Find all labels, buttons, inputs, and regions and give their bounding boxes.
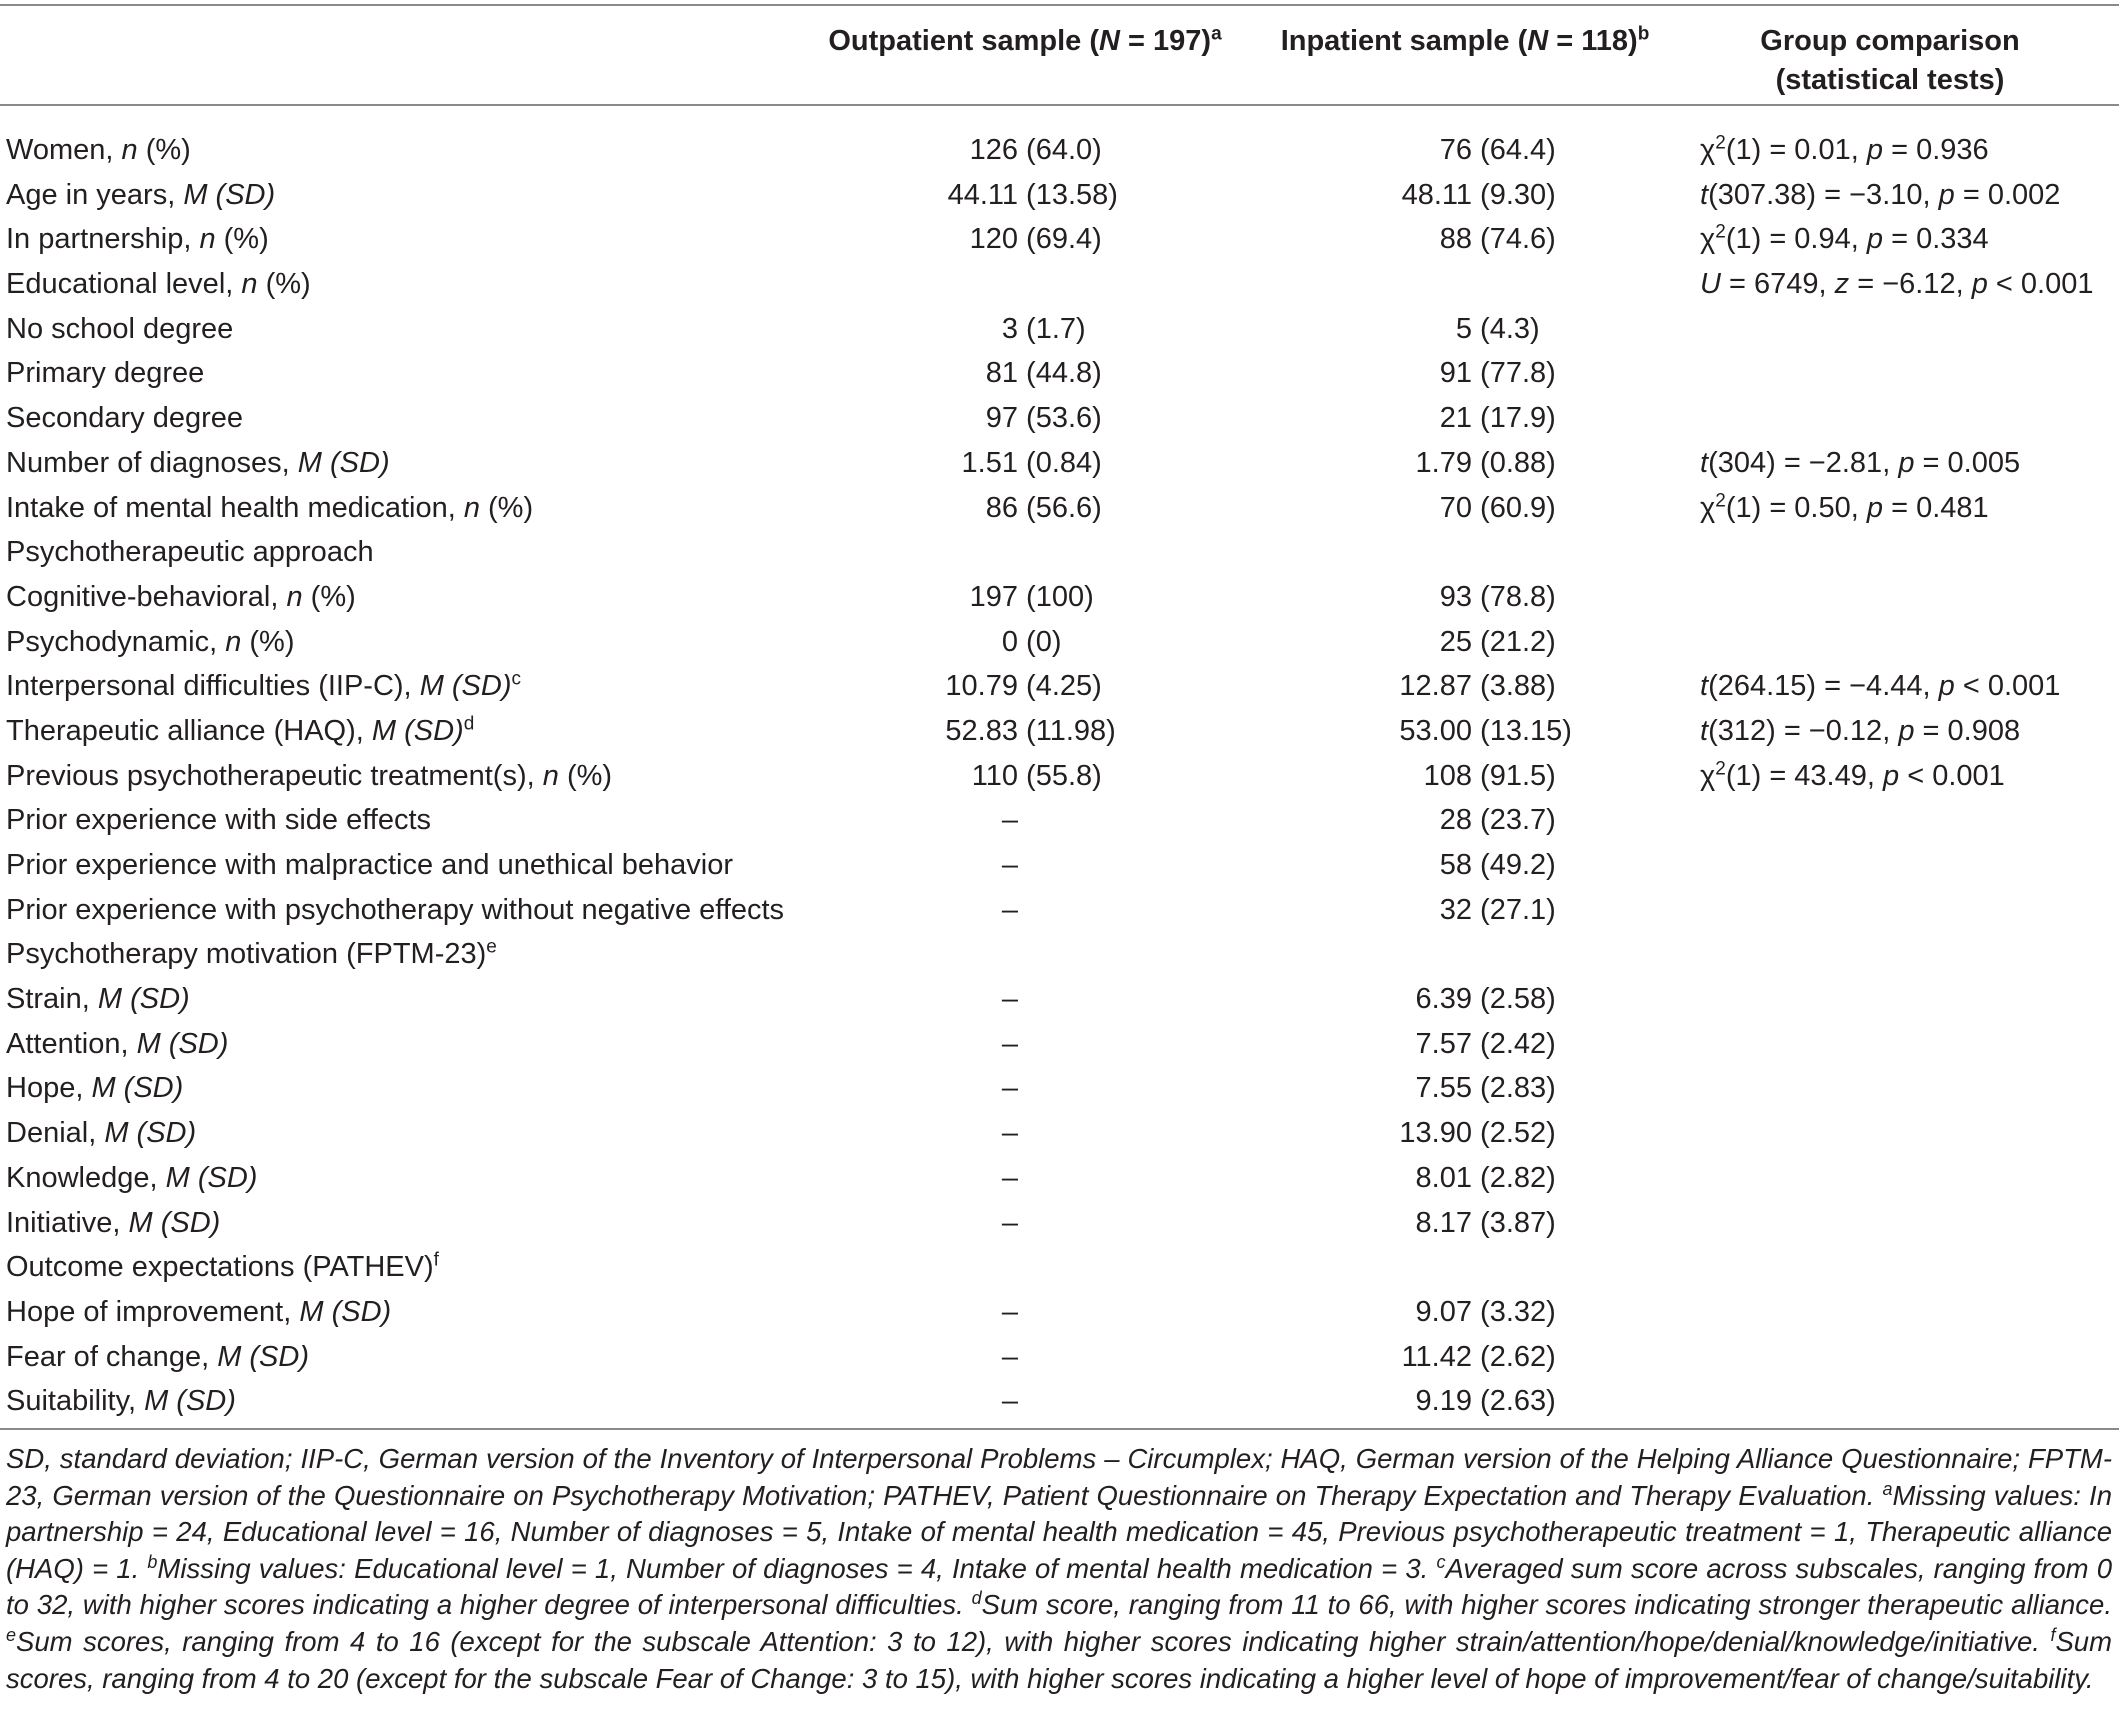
row-label-text: In partnership,	[6, 223, 200, 256]
table-row	[0, 1379, 2119, 1424]
row-label-italic: M (SD)	[419, 670, 512, 703]
table-row	[0, 351, 2119, 396]
inpatient-value	[1423, 754, 1556, 798]
inpatient-value-main: 70	[1439, 491, 1472, 524]
inpatient-value-main: 7.55	[1415, 1072, 1472, 1105]
header-comparison	[1690, 22, 2090, 100]
outpatient-value-paren: (13.58)	[1018, 178, 1118, 211]
inpatient-value-main: 21	[1439, 402, 1472, 435]
outpatient-value-main: 44.11	[947, 178, 1018, 211]
outpatient-value	[969, 217, 1102, 261]
outpatient-value-paren: (11.98)	[1018, 714, 1116, 747]
outpatient-value-main: 81	[985, 357, 1018, 390]
inpatient-value-paren: (2.62)	[1472, 1340, 1556, 1373]
outpatient-value-main: –	[1001, 893, 1018, 926]
row-label-text: Knowledge,	[6, 1161, 166, 1194]
inpatient-value-main: 32	[1439, 893, 1472, 926]
outpatient-value	[985, 486, 1102, 530]
inpatient-value-main: 53.00	[1399, 714, 1472, 747]
row-label	[6, 754, 612, 798]
row-label	[6, 709, 474, 753]
table-row	[0, 262, 2119, 307]
footnote-abbrev: SD, standard deviation; IIP-C, German version of the Inventory of Interpersonal Problems – Circumplex; HAQ, German version of the Helping Alliance Questionnaire; FPTM-23, German version of the Questionnaire on Psychotherapy Motivation; PATHEV, Patient Questionnaire on Therapy Expectation and Therapy Evaluation.	[6, 1443, 2112, 1511]
outpatient-value-main: –	[1001, 1385, 1018, 1418]
header-rule	[0, 104, 2119, 106]
table-row	[0, 888, 2119, 933]
outpatient-value-paren: (53.6)	[1018, 402, 1102, 435]
row-label-text: Prior experience with side effects	[6, 804, 432, 837]
outpatient-value-paren: (55.8)	[1018, 759, 1102, 792]
row-label-sup: c	[511, 668, 522, 690]
inpatient-value-main: 88	[1439, 223, 1472, 256]
row-label-text: Hope,	[6, 1072, 92, 1105]
row-label	[6, 262, 311, 306]
table-row	[0, 1156, 2119, 1201]
table-row	[0, 128, 2119, 173]
outpatient-value	[947, 173, 1118, 217]
row-label-italic: n	[121, 134, 138, 166]
row-label	[6, 575, 356, 619]
row-label	[6, 1022, 228, 1066]
inpatient-value	[1415, 1022, 1556, 1066]
outpatient-value	[971, 754, 1102, 798]
inpatient-value-main: 91	[1439, 357, 1472, 390]
row-label-text: Prior experience with malpractice and unethical behavior	[6, 849, 733, 881]
inpatient-value-main: 25	[1439, 625, 1472, 658]
inpatient-value-main: 1.79	[1415, 446, 1472, 479]
outpatient-value-paren: (44.8)	[1018, 357, 1102, 390]
row-label	[6, 217, 269, 261]
outpatient-value-main: –	[1001, 1295, 1018, 1328]
inpatient-value-main: 76	[1439, 134, 1472, 166]
header-inpatient-sup: b	[1637, 23, 1650, 45]
table-row	[0, 932, 2119, 977]
inpatient-value-main: 8.17	[1415, 1206, 1472, 1239]
header-comparison-line2: (statistical tests)	[1775, 64, 2005, 96]
row-label-italic: M (SD)	[136, 1027, 229, 1060]
inpatient-value-paren: (2.42)	[1472, 1027, 1556, 1060]
row-label-rest: (%)	[215, 223, 269, 256]
row-label-rest: (%)	[558, 759, 613, 792]
inpatient-value-paren: (9.30)	[1472, 178, 1556, 211]
outpatient-value-main: –	[1001, 1340, 1018, 1373]
inpatient-value	[1439, 620, 1556, 664]
row-label-sup: f	[433, 1249, 439, 1271]
header-outpatient-text: Outpatient sample (N = 197)	[828, 25, 1212, 57]
outpatient-value-paren: (1.7)	[1018, 312, 1086, 345]
row-label	[6, 664, 521, 708]
row-label-italic: M (SD)	[165, 1161, 258, 1194]
footnote-c: Averaged sum score across subscales, ranging from 0 to 32, with higher scores indicating a higher degree of interpersonal difficulties.	[6, 1552, 2112, 1621]
row-label-italic: M (SD)	[371, 714, 464, 747]
inpatient-value-main: 11.42	[1401, 1340, 1472, 1373]
row-label-text: Therapeutic alliance (HAQ),	[6, 714, 372, 747]
row-label-text: Women,	[6, 134, 122, 166]
row-label-italic: n	[542, 759, 559, 792]
row-label	[6, 396, 243, 440]
table-row	[0, 664, 2119, 709]
inpatient-value	[1415, 441, 1556, 485]
inpatient-value-paren: (49.2)	[1472, 849, 1556, 881]
table-row	[0, 1022, 2119, 1067]
footnote-a-sup: a	[1882, 1478, 1893, 1499]
inpatient-value-main: 9.19	[1415, 1385, 1472, 1418]
inpatient-value-paren: (13.15)	[1472, 714, 1572, 747]
row-label	[6, 173, 275, 217]
outpatient-value-main: 110	[971, 759, 1018, 792]
row-label-text: Psychotherapeutic approach	[6, 536, 374, 569]
outpatient-value-paren: (4.25)	[1018, 670, 1102, 703]
row-label-italic: M (SD)	[183, 178, 276, 211]
inpatient-value-main: 108	[1423, 759, 1472, 792]
inpatient-value	[1439, 128, 1556, 172]
footnote-c-sup: c	[1436, 1551, 1446, 1572]
table-row	[0, 1066, 2119, 1111]
table-row	[0, 977, 2119, 1022]
inpatient-value-paren: (3.88)	[1472, 670, 1556, 703]
inpatient-value-paren: (91.5)	[1472, 759, 1556, 792]
table-row	[0, 441, 2119, 486]
row-label-text: Interpersonal difficulties (IIP-C),	[6, 670, 420, 703]
inpatient-value	[1415, 1156, 1556, 1200]
table-row	[0, 1201, 2119, 1246]
inpatient-value	[1439, 396, 1556, 440]
row-label	[6, 530, 374, 574]
outpatient-value-main: 86	[985, 491, 1018, 524]
table-row	[0, 173, 2119, 218]
inpatient-value	[1415, 977, 1556, 1021]
row-label-text: Denial,	[6, 1117, 105, 1150]
outpatient-value-main: –	[1001, 804, 1018, 837]
footnote-d: Sum score, ranging from 11 to 66, with higher scores indicating stronger therapeutic alliance.	[981, 1589, 2112, 1621]
row-label	[6, 932, 497, 976]
inpatient-value	[1439, 217, 1556, 261]
inpatient-value-main: 13.90	[1399, 1117, 1472, 1150]
outpatient-value-main: 97	[985, 402, 1018, 435]
table-row	[0, 575, 2119, 620]
inpatient-value	[1415, 1066, 1556, 1110]
inpatient-value	[1415, 1290, 1556, 1334]
footnote-d-sup: d	[971, 1588, 982, 1609]
row-label-italic: M (SD)	[144, 1385, 236, 1418]
row-label	[6, 441, 390, 485]
row-label-text: Suitability,	[6, 1385, 145, 1418]
inpatient-value-main: 28	[1439, 804, 1472, 837]
inpatient-value	[1415, 1379, 1556, 1423]
inpatient-value	[1401, 1335, 1556, 1379]
table-row	[0, 798, 2119, 843]
row-label-rest: (%)	[479, 491, 534, 524]
row-label-italic: M (SD)	[104, 1117, 197, 1150]
inpatient-value-paren: (3.87)	[1472, 1206, 1556, 1239]
inpatient-value	[1399, 664, 1556, 708]
row-label-text: Intake of mental health medication,	[6, 491, 464, 524]
inpatient-value-paren: (2.52)	[1472, 1117, 1556, 1150]
footnote-b-sup: b	[147, 1551, 158, 1572]
table-row	[0, 217, 2119, 262]
table-row	[0, 754, 2119, 799]
outpatient-value	[985, 351, 1102, 395]
header-inpatient	[1265, 22, 1665, 61]
outpatient-value-main: –	[1001, 1027, 1018, 1060]
row-label	[6, 351, 204, 395]
row-label-text: Prior experience with psychotherapy without negative effects	[6, 893, 785, 926]
table-row	[0, 709, 2119, 754]
row-label-sup: e	[486, 936, 497, 958]
footnote-e-sup: e	[6, 1624, 17, 1645]
row-label	[6, 1335, 309, 1379]
row-label	[6, 1290, 391, 1334]
row-label-text: Psychotherapy motivation (FPTM-23)	[6, 938, 487, 971]
inpatient-value	[1401, 173, 1556, 217]
outpatient-value-main: 1.51	[961, 446, 1018, 479]
header-comparison-line1: Group comparison	[1760, 25, 2020, 57]
inpatient-value	[1439, 575, 1556, 619]
outpatient-value	[961, 441, 1102, 485]
outpatient-value-paren: (0)	[1018, 625, 1062, 658]
table-row	[0, 307, 2119, 352]
inpatient-value-paren: (64.4)	[1472, 134, 1556, 166]
inpatient-value-paren: (74.6)	[1472, 223, 1556, 256]
outpatient-value-main: –	[1001, 983, 1018, 1016]
bottom-rule	[0, 1428, 2119, 1430]
row-label-italic: M (SD)	[217, 1340, 310, 1373]
outpatient-value-main: 52.83	[945, 714, 1018, 747]
group-comparison-test: t(304) = −2.81, p = 0.005	[1700, 446, 2021, 479]
inpatient-value-main: 9.07	[1415, 1295, 1472, 1328]
row-label	[6, 620, 295, 664]
row-label-rest: (%)	[257, 268, 311, 301]
outpatient-value	[1001, 307, 1086, 351]
row-label-text: Secondary degree	[6, 402, 243, 435]
row-label	[6, 1156, 257, 1200]
table-footnote	[6, 1441, 2112, 1697]
table-row	[0, 1111, 2119, 1156]
outpatient-value-main: –	[1001, 849, 1018, 881]
table-body	[0, 128, 2119, 1424]
row-label-italic: n	[463, 491, 480, 524]
inpatient-value-paren: (2.82)	[1472, 1161, 1556, 1194]
table-row	[0, 620, 2119, 665]
row-label	[6, 1379, 236, 1423]
row-label-text: Educational level,	[6, 268, 242, 301]
outpatient-value	[969, 128, 1102, 172]
table-row	[0, 1245, 2119, 1290]
outpatient-value-main: –	[1001, 1206, 1018, 1239]
row-label	[6, 977, 190, 1021]
inpatient-value-paren: (78.8)	[1472, 580, 1556, 613]
row-label-italic: M (SD)	[299, 1295, 392, 1328]
outpatient-value-main: 197	[969, 580, 1018, 613]
inpatient-value-main: 7.57	[1415, 1027, 1472, 1060]
row-label-text: Outcome expectations (PATHEV)	[6, 1251, 434, 1284]
row-label-text: Strain,	[6, 983, 98, 1016]
row-label-italic: M (SD)	[297, 446, 390, 479]
inpatient-value	[1415, 1201, 1556, 1245]
table-row	[0, 396, 2119, 441]
row-label-text: Previous psychotherapeutic treatment(s),	[6, 759, 543, 792]
inpatient-value	[1439, 486, 1556, 530]
row-label	[6, 843, 733, 887]
inpatient-value-paren: (23.7)	[1472, 804, 1556, 837]
inpatient-value-paren: (4.3)	[1472, 312, 1540, 345]
outpatient-value-main: 126	[969, 134, 1018, 166]
table-row	[0, 1290, 2119, 1335]
row-label-text: Primary degree	[6, 357, 205, 390]
inpatient-value	[1439, 351, 1556, 395]
header-inpatient-text: Inpatient sample (N = 118)	[1280, 25, 1638, 57]
row-label-text: Cognitive-behavioral,	[6, 580, 287, 613]
row-label-text: Attention,	[6, 1027, 137, 1060]
outpatient-value-main: 3	[1001, 312, 1018, 345]
row-label	[6, 307, 233, 351]
top-rule	[0, 4, 2119, 6]
outpatient-value-paren: (100)	[1018, 580, 1094, 613]
group-comparison-test: $\chi^2(1) = 0.94$, p = 0.334	[1700, 221, 1989, 256]
table-row	[0, 486, 2119, 531]
group-comparison-test: t(312) = −0.12, p = 0.908	[1700, 714, 2021, 747]
inpatient-value	[1455, 307, 1540, 351]
header-outpatient-sup: a	[1211, 23, 1222, 45]
inpatient-value-paren: (21.2)	[1472, 625, 1556, 658]
footnote-e: Sum scores, ranging from 4 to 16 (except for the subscale Attention: 3 to 12), with higher scores indicating higher strain/attention/hope/denial/knowledge/initiative.	[16, 1625, 2040, 1657]
inpatient-value-paren: (0.88)	[1472, 446, 1556, 479]
row-label-italic: M (SD)	[97, 983, 190, 1016]
row-label	[6, 888, 784, 932]
header-outpatient	[815, 22, 1235, 61]
outpatient-value	[985, 396, 1102, 440]
outpatient-value	[945, 709, 1116, 753]
outpatient-value	[969, 575, 1094, 619]
footnote-b: Missing values: Educational level = 1, Number of diagnoses = 4, Intake of mental health medication = 3.	[157, 1552, 1429, 1584]
outpatient-value-main: –	[1001, 1161, 1018, 1194]
row-label-rest: (%)	[137, 134, 191, 166]
inpatient-value	[1439, 798, 1556, 842]
inpatient-value-main: 93	[1439, 580, 1472, 613]
row-label-text: No school degree	[6, 312, 234, 345]
inpatient-value-paren: (60.9)	[1472, 491, 1556, 524]
row-label-italic: n	[199, 223, 216, 256]
row-label-text: Hope of improvement,	[6, 1295, 300, 1328]
row-label	[6, 1201, 220, 1245]
group-comparison-test: U = 6749, z = −6.12, p < 0.001	[1700, 268, 2094, 301]
outpatient-value-main: –	[1001, 1117, 1018, 1150]
inpatient-value-paren: (3.32)	[1472, 1295, 1556, 1328]
row-label	[6, 486, 533, 530]
inpatient-value-paren: (77.8)	[1472, 357, 1556, 390]
outpatient-value-main: 120	[969, 223, 1018, 256]
outpatient-value-main: –	[1001, 1072, 1018, 1105]
footnote-a: Missing values: In partnership = 24, Educational level = 16, Number of diagnoses = 5, Intake of mental health medication = 45, Previous psychotherapeutic treatment = 1, Therapeutic alliance (HAQ) = 1.	[6, 1479, 2112, 1584]
group-comparison-test: t(307.38) = −3.10, p = 0.002	[1700, 178, 2061, 211]
inpatient-value-main: 6.39	[1415, 983, 1472, 1016]
inpatient-value-paren: (2.83)	[1472, 1072, 1556, 1105]
row-label	[6, 128, 191, 172]
row-label-italic: n	[286, 580, 303, 613]
inpatient-value-main: 58	[1439, 849, 1472, 881]
row-label	[6, 1111, 196, 1155]
row-label	[6, 1245, 439, 1289]
inpatient-value-main: 12.87	[1399, 670, 1472, 703]
outpatient-value-paren: (56.6)	[1018, 491, 1102, 524]
row-label-text: Number of diagnoses,	[6, 446, 298, 479]
row-label-sup: d	[463, 713, 475, 735]
row-label-rest: (%)	[302, 580, 356, 613]
row-label-text: Psychodynamic,	[6, 625, 226, 658]
footnote-f: Sum scores, ranging from 4 to 20 (except for the subscale Fear of Change: 3 to 15), with higher scores indicating a higher level of hope of improvement/fear of change/suitability.	[6, 1625, 2112, 1694]
footnote-f-sup: f	[2050, 1624, 2056, 1645]
inpatient-value	[1439, 888, 1556, 932]
outpatient-value-paren: (64.0)	[1018, 134, 1102, 166]
outpatient-value	[1001, 620, 1062, 664]
group-comparison-test: $\chi^2(1) = 0.01$, p = 0.936	[1700, 132, 1989, 166]
row-label-rest: (%)	[241, 625, 295, 658]
inpatient-value-paren: (27.1)	[1472, 893, 1556, 926]
row-label-italic: M (SD)	[128, 1206, 221, 1239]
inpatient-value	[1399, 1111, 1556, 1155]
row-label-italic: n	[241, 268, 258, 301]
outpatient-value-paren: (0.84)	[1018, 446, 1102, 479]
inpatient-value	[1399, 709, 1572, 753]
row-label	[6, 798, 431, 842]
row-label-text: Initiative,	[6, 1206, 129, 1239]
table-row	[0, 1335, 2119, 1380]
outpatient-value-main: 0	[1001, 625, 1018, 658]
row-label-italic: M (SD)	[91, 1072, 184, 1105]
inpatient-value-main: 5	[1455, 312, 1472, 345]
inpatient-value-paren: (2.63)	[1472, 1385, 1556, 1418]
group-comparison-test: $\chi^2(1) = 0.50$, p = 0.481	[1700, 489, 1989, 524]
row-label	[6, 1066, 183, 1110]
table-row	[0, 530, 2119, 575]
group-comparison-test: t(264.15) = −4.44, p < 0.001	[1700, 670, 2061, 703]
inpatient-value	[1439, 843, 1556, 887]
row-label-text: Age in years,	[6, 178, 184, 211]
outpatient-value-paren: (69.4)	[1018, 223, 1102, 256]
row-label-text: Fear of change,	[6, 1340, 218, 1373]
outpatient-value	[945, 664, 1102, 708]
inpatient-value-paren: (2.58)	[1472, 983, 1556, 1016]
outpatient-value-main: 10.79	[945, 670, 1018, 703]
group-comparison-test: $\chi^2(1) = 43.49$, p < 0.001	[1700, 757, 2005, 792]
row-label-italic: n	[225, 625, 242, 658]
inpatient-value-main: 8.01	[1415, 1161, 1472, 1194]
table-row	[0, 843, 2119, 888]
inpatient-value-paren: (17.9)	[1472, 402, 1556, 435]
inpatient-value-main: 48.11	[1401, 178, 1472, 211]
